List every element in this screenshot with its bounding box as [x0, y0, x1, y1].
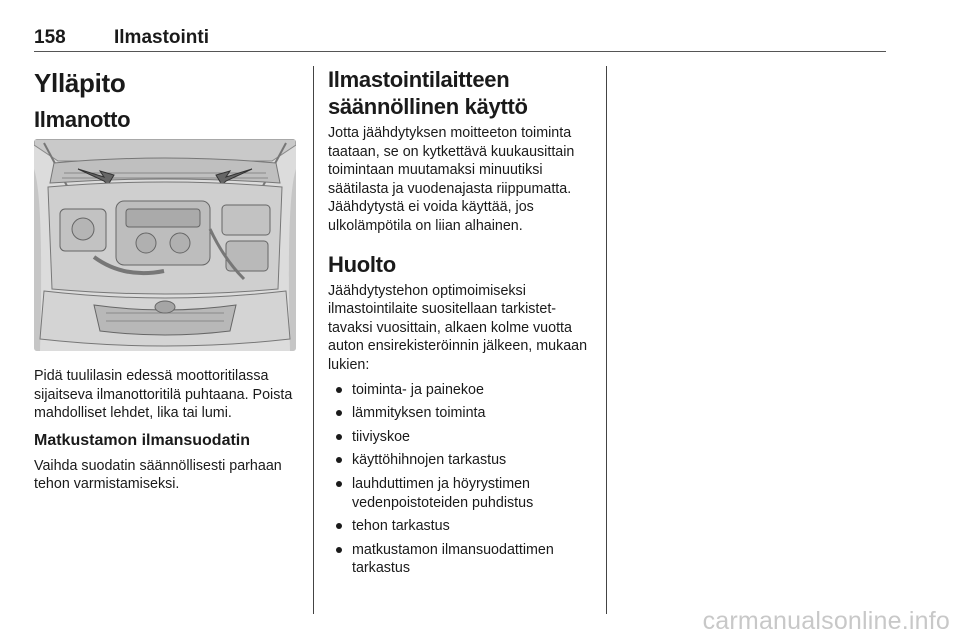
subsection-title: Ilmanotto: [34, 107, 131, 132]
list-item: tiiviyskoe: [328, 428, 598, 447]
section-title: Ylläpito: [34, 68, 126, 98]
page-number: 158: [34, 27, 66, 48]
usage-paragraph: Jotta jäähdytyksen moitteeton toiminta taataan, se on kytkettävä kuukausittain toimintaan muutamaksi minuutiksi säätilasta ja vuodenajasta riippumatta. Jäähdytystä ei voida käyttää, jos ulkolämpötila on liian alhainen.: [328, 125, 575, 234]
column-divider: [313, 66, 314, 614]
watermark: carmanualsonline.info: [702, 607, 950, 635]
middle-column: [328, 66, 598, 583]
page-header: [34, 27, 886, 52]
filter-heading: Matkustamon ilmansuodatin: [34, 431, 251, 449]
engine-bay-illustration: [34, 139, 296, 351]
list-item: tehon tarkastus: [328, 517, 598, 536]
list-item: lauhduttimen ja höyrystimen vedenpoistoteiden puhdistus: [328, 475, 598, 512]
intake-paragraph: Pidä tuulilasin edessä moottoritilassa sijaitseva ilmanottoritilä puhtaana. Poista mahdolliset lehdet, lika tai lumi.: [34, 368, 293, 422]
list-item: matkustamon ilmansuodattimen tarkastus: [328, 541, 598, 578]
service-checklist: [328, 381, 598, 578]
filter-paragraph: Vaihda suodatin säännöllisesti parhaan tehon varmistamiseksi.: [34, 457, 282, 493]
chapter-title: Ilmastointi: [114, 27, 210, 48]
left-column: [34, 66, 300, 494]
list-item: toiminta- ja painekoe: [328, 381, 598, 400]
column-divider: [606, 66, 607, 614]
list-item: käyttöhihnojen tarkastus: [328, 451, 598, 470]
usage-heading: Ilmastointilaitteen säännöllinen käyttö: [328, 67, 528, 119]
list-item: lämmityksen toiminta: [328, 404, 598, 423]
service-heading: Huolto: [328, 251, 396, 277]
service-paragraph: Jäähdytystehon optimoimiseksi ilmastointilaite suositellaan tarkistet- tavaksi vuosittain, alkaen kolme vuotta auton ensirekisteröinnin jälkeen, mukaan lukien:: [328, 282, 588, 373]
